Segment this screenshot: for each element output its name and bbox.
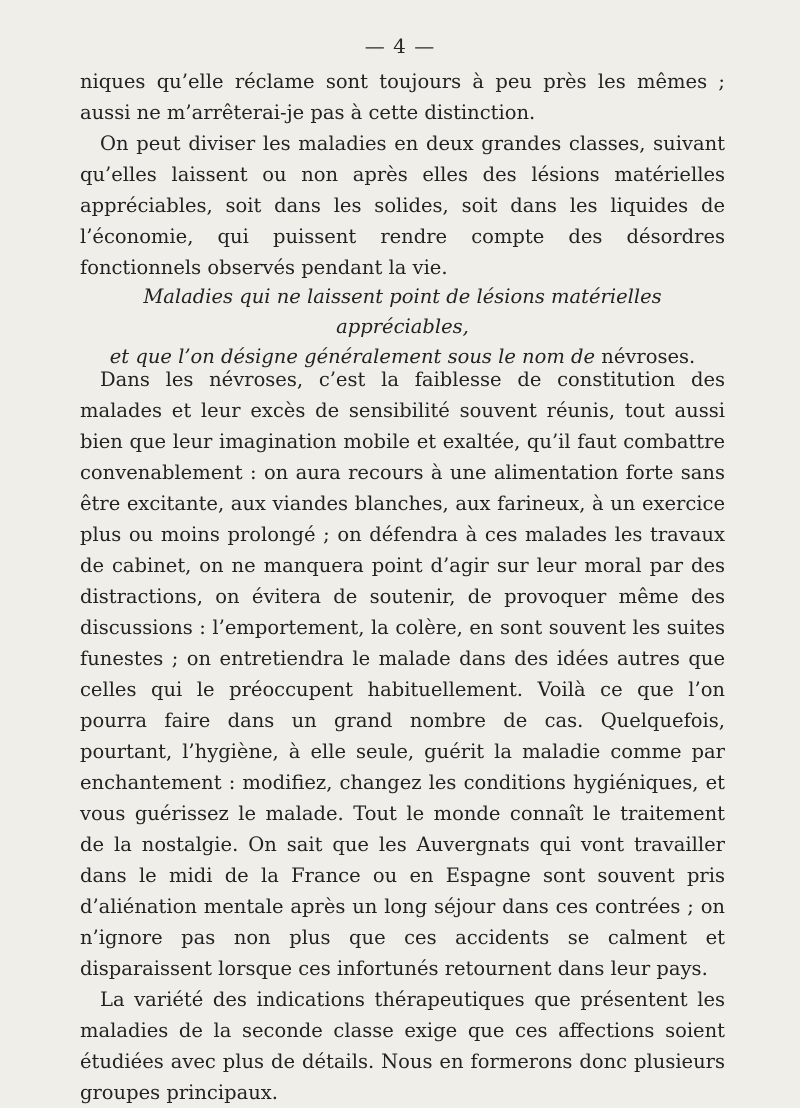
- section-heading-line1: Maladies qui ne laissent point de lésions matérielles appréciables,: [143, 285, 662, 338]
- body-text: [80, 364, 725, 1108]
- classification-paragraph: On peut diviser les maladies en deux grandes classes, suivant qu’elles laissent ou non après elles des lésions matérielles appréciables, soit dans les solides, soit dans les liquides de l’économie, qui puissent rendre compte des désordres fonctionnels observés pendant la vie.: [80, 132, 725, 279]
- second-class-paragraph: La variété des indications thérapeutiques que présentent les maladies de la seconde classe exige que ces affections soient étudiées avec plus de détails. Nous en formerons donc plusieurs groupes principaux.: [80, 988, 725, 1104]
- section-heading-italic: et que l’on désigne généralement sous le nom de: [109, 345, 596, 368]
- section-heading-term: névroses.: [601, 345, 696, 368]
- continuation-paragraph: niques qu’elle réclame sont toujours à peu près les mêmes ; aussi ne m’arrêterai-je pas à cette distinction.: [80, 70, 725, 124]
- intro-text: [80, 66, 725, 283]
- nevroses-paragraph: Dans les névroses, c’est la faiblesse de constitution des malades et leur excès de sensibilité souvent réunis, tout aussi bien que leur imagination mobile et exaltée, qu’il faut combattre convenablement : on aura recours à une alimentation forte sans être excitante, aux viandes blanches, aux farineux, à un exercice plus ou moins prolongé ; on défendra à ces malades les travaux de cabinet, on ne manquera point d’agir sur leur moral par des distractions, on évitera de soutenir, de provoquer même des discussions : l’emportement, la colère, en sont souvent les suites funestes ; on entretiendra le malade dans des idées autres que celles qui le préoccupent habituellement. Voilà ce que l’on pourra faire dans un grand nombre de cas. Quelquefois, pourtant, l’hygiène, à elle seule, guérit la maladie comme par enchantement : modifiez, changez les conditions hygiéniques, et vous guérissez le malade. Tout le monde connaît le traitement de la nostalgie. On sait que les Auvergnats qui vont travailler dans le midi de la France ou en Espagne sont souvent pris d’aliénation mentale après un long séjour dans ces contrées ; on n’ignore pas non plus que ces accidents se calment et disparaissent lorsque ces infortunés retournent dans leur pays.: [80, 368, 725, 980]
- page-number: — 4 —: [364, 34, 436, 58]
- section-heading: [80, 282, 725, 372]
